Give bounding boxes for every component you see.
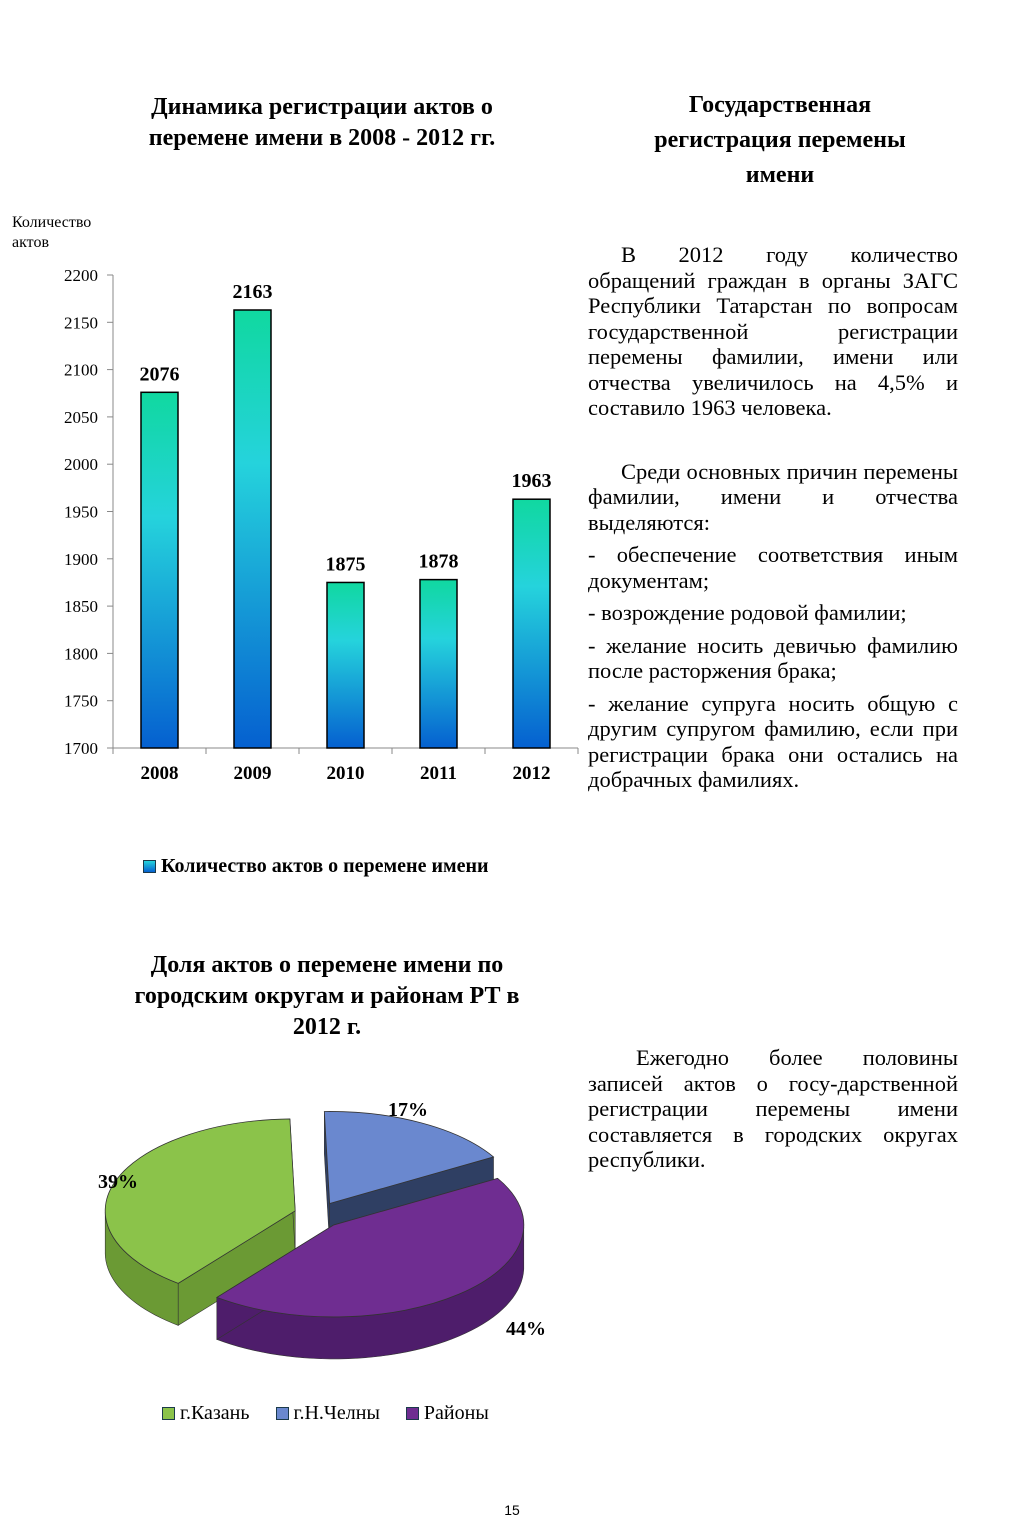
reason-item: - обеспечение соответствия иным документам; [588, 542, 958, 593]
bar-chart-y-axis-label: Количество актов [12, 214, 92, 251]
y-tick-label: 2200 [64, 266, 98, 285]
pie-legend-label: г.Казань [180, 1402, 250, 1424]
pie-legend-label: г.Н.Челны [293, 1402, 380, 1424]
y-tick-label: 1900 [64, 549, 98, 569]
reason-item: - возрождение родовой фамилии; [588, 600, 907, 625]
y-tick-label: 1850 [64, 597, 98, 617]
pie-chart [80, 1080, 560, 1370]
x-tick-label: 2008 [140, 763, 179, 784]
paragraph-city-share: Ежегодно более половины записей актов о госу-дарственной регистрации перемены имени составляется в городских округах республики. [588, 1045, 958, 1172]
x-tick-label: 2009 [233, 763, 272, 784]
reason-item: - желание супруга носить общую с другим супругом фамилию, если при регистрации брака они остались на добрачных фамилиях. [588, 690, 958, 792]
x-tick-label: 2012 [512, 763, 551, 784]
x-tick-label: 2010 [326, 763, 365, 784]
y-tick-label: 1750 [64, 691, 98, 711]
bar-2010 [327, 582, 364, 748]
pie-legend-label: Районы [423, 1402, 489, 1424]
pie-value-label: 44% [506, 1318, 546, 1340]
y-tick-label: 2050 [64, 407, 98, 427]
paragraph-reasons-intro: Среди основных причин перемены фамилии, имени и отчества выделяются: [588, 458, 958, 535]
reason-item: - желание носить девичью фамилию после расторжения брака; [588, 632, 958, 683]
x-tick-label: 2011 [420, 763, 457, 784]
bar-chart-legend [143, 855, 489, 878]
x-axis [113, 748, 578, 754]
y-tick-label: 2100 [64, 360, 98, 380]
bar-legend-swatch [143, 860, 156, 873]
bar-value-label: 1878 [418, 550, 459, 573]
bar-chart [0, 255, 600, 795]
pie-legend-swatch [406, 1407, 419, 1420]
paragraph-statistics: В 2012 году количество обращений граждан в органы ЗАГС Республики Татарстан по вопросам государственной регистрации перемены фамилии, имени или отчества увеличилось на 4,5% и составило 1963 человека. [588, 242, 958, 420]
bar-chart-title: Динамика регистрации актов о перемене имени в 2008 - 2012 гг. [148, 94, 496, 151]
bar-2011 [420, 580, 457, 748]
bar-value-label: 2163 [232, 281, 273, 304]
bar-2009 [234, 310, 271, 748]
page-number: 15 [504, 1502, 520, 1518]
pie-legend-swatch [276, 1407, 289, 1420]
bar-2012 [513, 499, 550, 748]
y-tick-label: 1800 [64, 644, 98, 664]
section-title: Государственная регистрация перемены имени [654, 92, 906, 188]
y-tick-label: 1950 [64, 502, 98, 522]
y-axis [64, 266, 113, 758]
pie-chart-legend [162, 1402, 489, 1425]
y-tick-label: 2150 [64, 313, 98, 333]
pie-value-label: 39% [98, 1171, 138, 1193]
y-tick-label: 1700 [64, 739, 98, 758]
bar-value-label: 1875 [325, 553, 366, 576]
y-tick-label: 2000 [64, 455, 98, 475]
bar-legend-label: Количество актов о перемене имени [161, 855, 489, 877]
pie-chart-title: Доля актов о перемене имени по городским округам и районам РТ в 2012 г. [134, 952, 520, 1040]
pie-legend-swatch [162, 1407, 175, 1420]
bar-value-label: 1963 [511, 470, 552, 493]
bar-2008 [141, 392, 178, 748]
pie-value-label: 17% [388, 1099, 428, 1121]
bar-value-label: 2076 [139, 363, 180, 386]
text-column [588, 242, 958, 793]
